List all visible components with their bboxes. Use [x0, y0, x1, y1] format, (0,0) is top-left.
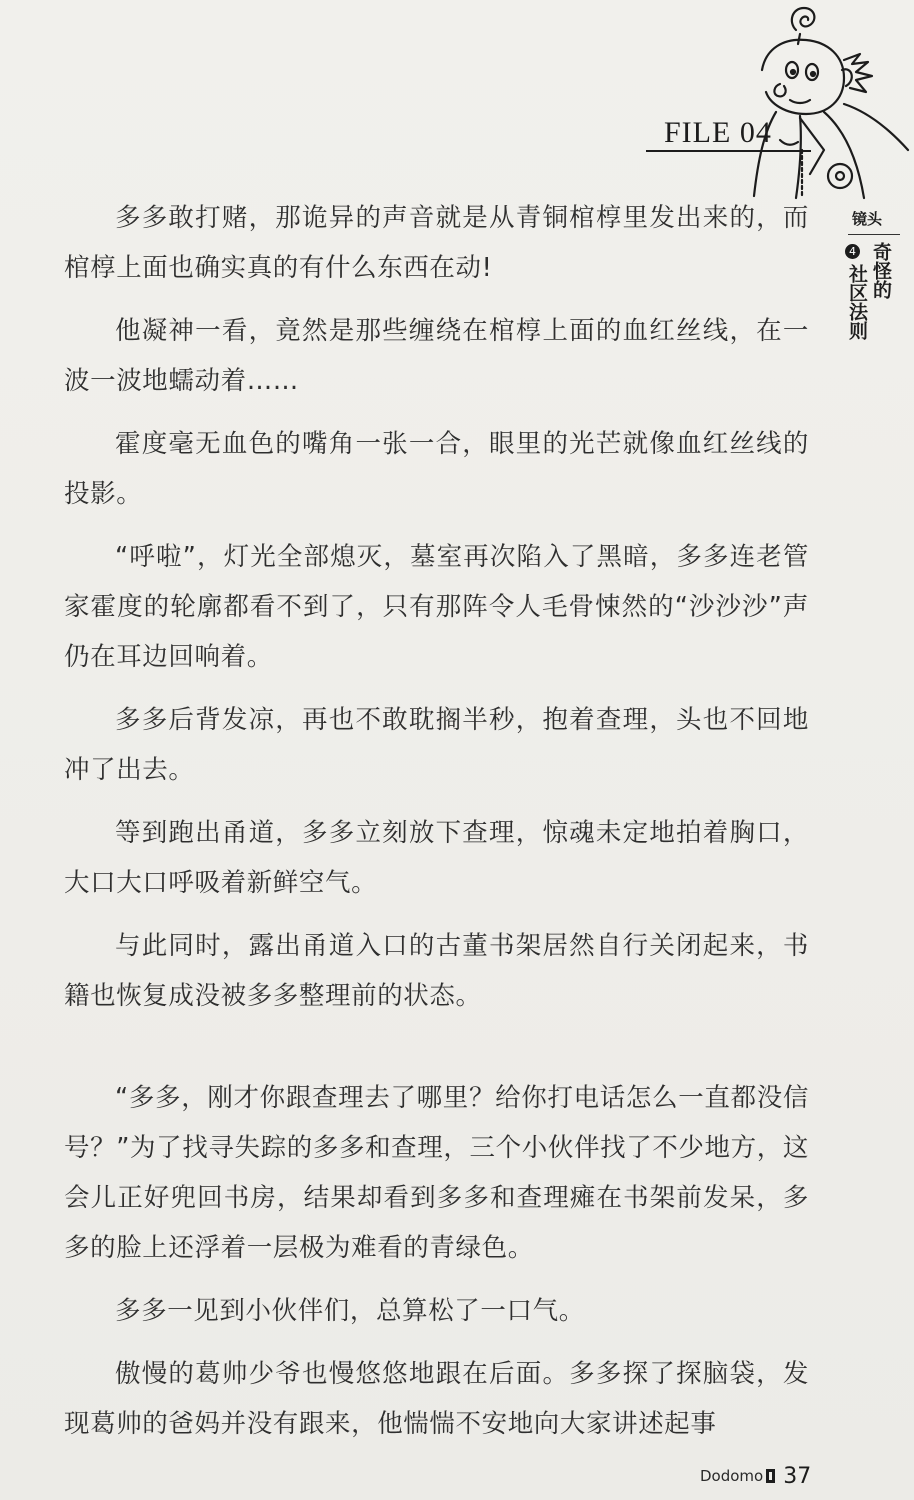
footer-brand: Dodomo	[700, 1467, 764, 1485]
paragraph: 他凝神一看，竟然是那些缠绕在棺椁上面的血红丝线，在一波一波地蠕动着……	[64, 316, 809, 396]
paragraph: 多多一见到小伙伴们，总算松了一口气。	[115, 1296, 585, 1326]
paragraph: 多多敢打赌，那诡异的声音就是从青铜棺椁里发出来的，而棺椁上面也确实真的有什么东西在动!	[64, 203, 809, 283]
side-section-label: 镜头	[852, 210, 883, 228]
cartoon-mascot-illustration	[740, 0, 914, 200]
page-number: 37	[783, 1463, 812, 1489]
paragraph: “多多，刚才你跟查理去了哪里？给你打电话怎么一直都没信号？”为了找寻失踪的多多和查理，三个小伙伴找了不少地方，这会儿正好兜回书房，结果却看到多多和查理瘫在书架前发呆，多多的脸上还浮着一层极为难看的青绿色。	[64, 1083, 809, 1263]
paragraph: 多多后背发凉，再也不敢耽搁半秒，抱着查理，头也不回地冲了出去。	[64, 705, 809, 785]
chapter-number-badge: 4	[845, 244, 860, 259]
chapter-side-tab	[838, 200, 914, 360]
file-label: FILE 04	[664, 116, 772, 149]
file-underline	[646, 150, 811, 152]
brand-mark-icon	[766, 1469, 775, 1483]
paragraph: 等到跑出甬道，多多立刻放下查理，惊魂未定地拍着胸口，大口大口呼吸着新鲜空气。	[64, 818, 809, 898]
body-text	[64, 193, 809, 1462]
chapter-title-col1: 奇怪的	[870, 242, 892, 299]
chapter-title-col2: 社区法则	[846, 264, 868, 340]
page-footer	[700, 1460, 811, 1492]
paragraph: 霍度毫无血色的嘴角一张一合，眼里的光芒就像血红丝线的投影。	[64, 429, 809, 509]
file-header	[646, 112, 824, 156]
side-divider	[848, 234, 900, 235]
paragraph: “呼啦”，灯光全部熄灭，墓室再次陷入了黑暗，多多连老管家霍度的轮廓都看不到了，只有那阵令人毛骨悚然的“沙沙沙”声仍在耳边回响着。	[64, 542, 809, 672]
paragraph: 傲慢的葛帅少爷也慢悠悠地跟在后面。多多探了探脑袋，发现葛帅的爸妈并没有跟来，他惴惴不安地向大家讲述起事	[64, 1359, 809, 1439]
paragraph: 与此同时，露出甬道入口的古董书架居然自行关闭起来，书籍也恢复成没被多多整理前的状态。	[64, 931, 809, 1011]
